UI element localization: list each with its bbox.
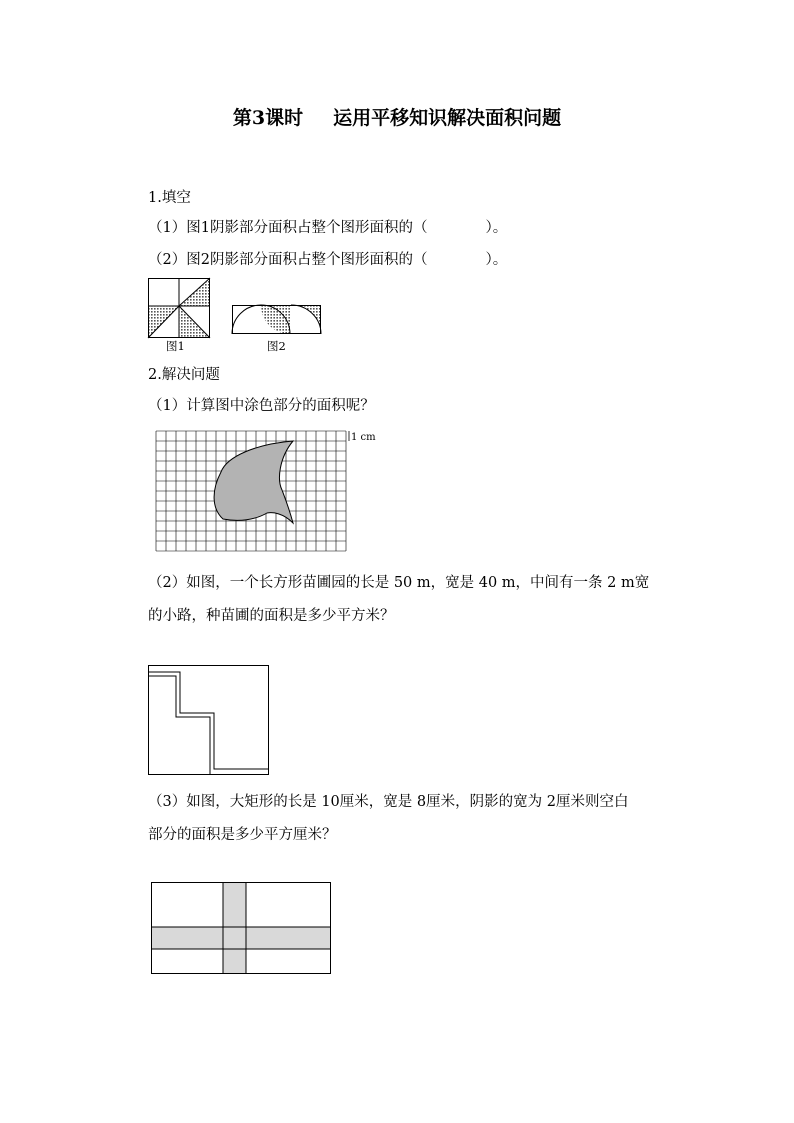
q2-problem-2-line-2: 的小路，种苗圃的面积是多少平方米？ bbox=[148, 608, 395, 624]
figure-1-caption: 图1 bbox=[166, 339, 185, 353]
q1-item-2: （2）图2阴影部分面积占整个图形面积的（ ）。 bbox=[148, 252, 508, 268]
page-title bbox=[0, 103, 794, 130]
q2-problem-3-line-1: （3）如图，大矩形的长是 10厘米，宽是 8厘米，阴影的宽为 2厘米则空白 bbox=[148, 794, 629, 810]
q2-problem-2-line-1: （2）如图，一个长方形苗圃园的长是 50 m，宽是 40 m，中间有一条 2 m宽 bbox=[148, 575, 650, 591]
garden-figure bbox=[148, 665, 270, 776]
q2-problem-3-line-2: 部分的面积是多少平方厘米？ bbox=[148, 827, 337, 843]
figure-2-arcs bbox=[232, 305, 321, 334]
rectangle-figure bbox=[151, 882, 332, 975]
q2-heading: 2.解决问题 bbox=[148, 367, 220, 383]
lesson-topic: 运用平移知识解决面积问题 bbox=[333, 107, 562, 129]
figure-1-square bbox=[148, 278, 210, 338]
fig2-shaded-region bbox=[232, 301, 261, 305]
figure-2-caption: 图2 bbox=[267, 339, 286, 353]
q1-item-1: （1）图1阴影部分面积占整个图形面积的（ ）。 bbox=[148, 220, 508, 236]
grid-figure bbox=[155, 430, 395, 551]
q1-heading: 1.填空 bbox=[148, 190, 191, 206]
grid-unit-label: 1 cm bbox=[351, 432, 376, 443]
q2-problem-1: （1）计算图中涂色部分的面积呢？ bbox=[148, 398, 375, 414]
horizontal-shaded-band bbox=[151, 927, 331, 949]
lesson-number: 第3课时 bbox=[232, 107, 304, 129]
